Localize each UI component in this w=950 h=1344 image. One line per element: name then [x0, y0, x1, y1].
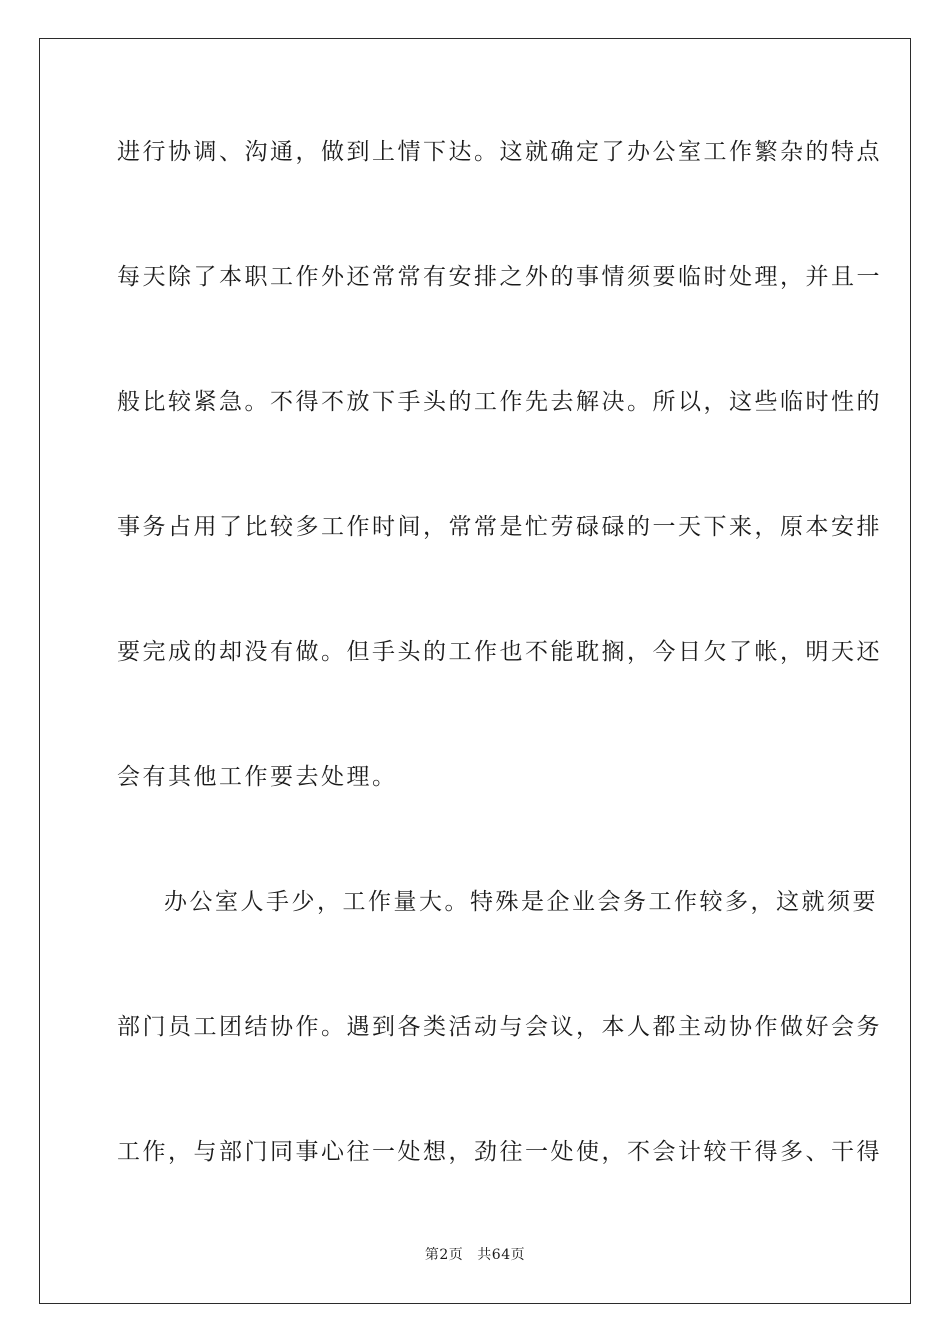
body-text-line: 每天除了本职工作外还常常有安排之外的事情须要临时处理，并且一: [117, 264, 882, 290]
body-text-line: 进行协调、沟通，做到上情下达。这就确定了办公室工作繁杂的特点: [117, 139, 882, 165]
body-text-line: 要完成的却没有做。但手头的工作也不能耽搁，今日欠了帐，明天还: [117, 639, 882, 665]
body-text-line: 般比较紧急。不得不放下手头的工作先去解决。所以，这些临时性的: [117, 389, 882, 415]
body-text-line: 会有其他工作要去处理。: [117, 764, 398, 790]
page-footer: [0, 1245, 950, 1265]
page-total: 共64页: [477, 1247, 526, 1263]
paragraph-first-line: 办公室人手少，工作量大。特殊是企业会务工作较多，这就须要: [164, 889, 878, 915]
page-number: 第2页: [424, 1247, 464, 1263]
body-text-line: 部门员工团结协作。遇到各类活动与会议，本人都主动协作做好会务: [117, 1014, 882, 1040]
page-border: [39, 38, 911, 1304]
body-text-line: 事务占用了比较多工作时间，常常是忙劳碌碌的一天下来，原本安排: [117, 514, 882, 540]
body-text-line: 工作，与部门同事心往一处想，劲往一处使，不会计较干得多、干得: [117, 1139, 882, 1165]
